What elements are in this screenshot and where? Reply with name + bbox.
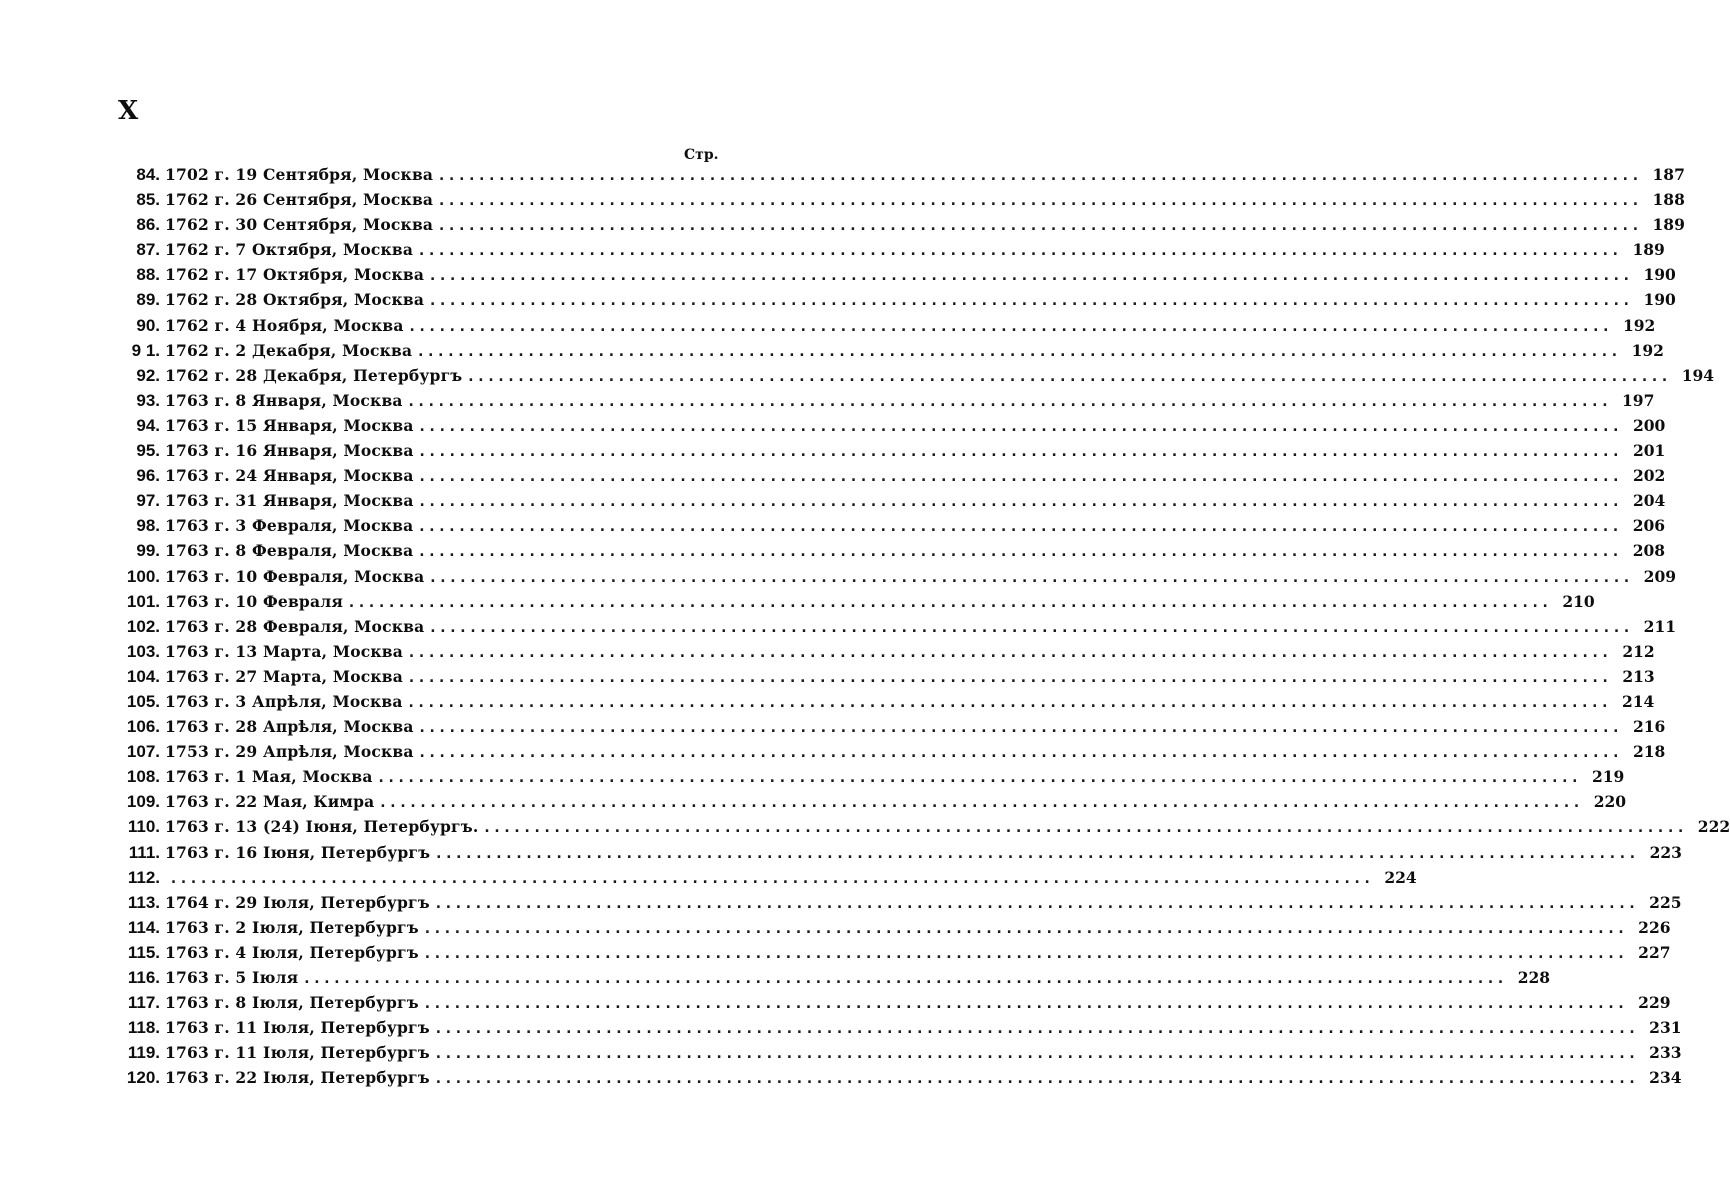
entry-number: 109. [126,792,160,812]
entry-title: 1763 г. 28 Февраля, Москва [165,616,425,636]
entry-page-number: 229 [1638,993,1671,1013]
toc-entry [112,463,1666,488]
entry-number: 95. [136,441,160,461]
entry-page-number: 190 [1643,265,1676,285]
dot-leader: ........................................................................................................................ [428,291,1632,310]
entry-number: 112. [127,867,160,887]
dot-leader: ........................................................................................................................ [406,692,1611,711]
entry-title: 1763 г. 16 Января, Москва [165,441,414,461]
entry-page-number: 225 [1649,892,1682,912]
entry-number: 105. [126,691,160,711]
dot-leader: ........................................................................................................................ [417,517,1622,536]
entry-title: 1764 г. 29 Іюля, Петербургъ [165,892,430,912]
entry-title: 1763 г. 8 Іюля, Петербургъ [165,993,419,1013]
dot-leader: ........................................................................................................................ [169,868,1373,887]
entry-title: 1762 г. 7 Октября, Москва [165,240,414,260]
toc-entry [112,388,1655,413]
entry-number: 88. [136,265,160,285]
entry-page-number: 216 [1632,717,1666,737]
toc-entry [112,187,1685,212]
dot-leader: ........................................................................................................................ [417,442,1622,461]
entry-title: 1763 г. 5 Іюля [165,968,299,987]
dot-leader: ........................................................................................................................ [417,467,1622,486]
table-of-contents [112,162,1730,1090]
entry-number: 84. [136,165,160,184]
entry-page-number: 226 [1638,917,1671,937]
entry-number: 118. [127,1018,160,1038]
entry-title: 1763 г. 3 Февраля, Москва [165,516,414,536]
entry-page-number: 209 [1643,566,1677,586]
dot-leader: ........................................................................................................................ [417,718,1622,737]
toc-entry [112,865,1417,890]
entry-number: 107. [126,742,160,762]
entry-page-number: 192 [1622,315,1656,335]
toc-entry [112,789,1627,814]
entry-title: 1762 г. 26 Сентября, Москва [165,190,434,210]
toc-entry [112,363,1715,388]
dot-leader: ........................................................................................................................ [422,994,1627,1013]
entry-number: 87. [136,240,160,260]
dot-leader: ........................................................................................................................ [466,366,1671,385]
entry-number: 103. [126,641,160,661]
entry-number: 92. [136,365,160,385]
dot-leader: ........................................................................................................................ [417,743,1622,762]
entry-number: 97. [136,491,160,511]
toc-entry [112,162,1685,187]
entry-title: 1762 г. 30 Сентября, Москва [165,215,434,235]
entry-title: 1763 г. 10 Февраля, Москва [165,566,425,586]
toc-entry [112,814,1730,839]
entry-page-number: 208 [1632,541,1666,561]
toc-entry [112,413,1666,438]
entry-number: 111. [128,842,160,862]
entry-page-number: 204 [1632,491,1666,511]
entry-title: 1763 г. 3 Апрѣля, Москва [165,691,403,711]
entry-title: 1763 г. 16 Іюня, Петербургъ [165,842,431,862]
entry-page-number: 192 [1631,340,1664,360]
entry-page-number: 197 [1622,390,1655,410]
toc-entry [112,990,1671,1015]
entry-number: 96. [136,466,160,486]
toc-entry [112,965,1551,990]
toc-entry [112,714,1666,739]
toc-entry [112,890,1682,915]
entry-page-number: 212 [1622,641,1655,661]
entry-page-number: 214 [1621,691,1655,711]
entry-number: 94. [136,415,160,435]
entry-number: 115. [127,942,160,962]
toc-entry [112,212,1685,237]
entry-title: 1763 г. 22 Іюля, Петербургъ [165,1068,430,1088]
dot-leader: ........................................................................................................................ [406,391,1611,410]
entry-number: 99. [136,541,160,561]
dot-leader: ........................................................................................................................ [433,893,1638,912]
dot-leader: ........................................................................................................................ [302,969,1507,987]
entry-page-number: 223 [1649,842,1682,862]
entry-title: 1763 г. 4 Іюля, Петербургъ [165,942,419,962]
dot-leader: ........................................................................................................................ [422,943,1627,962]
entry-page-number: 189 [1632,240,1665,260]
entry-number: 106. [126,717,160,737]
entry-number: 120. [126,1068,160,1088]
entry-page-number: 190 [1643,290,1676,310]
dot-leader: ........................................................................................................................ [416,341,1620,360]
toc-entry [112,237,1665,262]
toc-entry [112,589,1595,614]
dot-leader: ........................................................................................................................ [428,266,1632,285]
entry-number: 101. [126,591,160,611]
entry-title: 1762 г. 28 Декабря, Петербургъ [165,365,463,385]
entry-title: 1763 г. 13 Марта, Москва [165,641,404,661]
entry-title: 1763 г. 8 Января, Москва [165,390,403,410]
entry-title: 1763 г. 2 Іюля, Петербургъ [165,917,419,937]
entry-number: 104. [126,666,160,686]
entry-title: 1763 г. 15 Января, Москва [165,415,414,435]
entry-page-number: 231 [1649,1018,1682,1038]
entry-page-number: 211 [1643,616,1677,636]
dot-leader: ........................................................................................................................ [433,1019,1638,1038]
entry-number: 116. [127,968,160,987]
entry-title: 1763 г. 11 Іюля, Петербургъ [165,1018,430,1038]
dot-leader: ........................................................................................................................ [407,316,1612,335]
entry-page-number: 218 [1632,742,1666,762]
dot-leader: ........................................................................................................................ [422,918,1627,937]
entry-number: 93. [136,390,160,410]
entry-title: 1762 г. 2 Декабря, Москва [165,340,413,360]
entry-title: 1763 г. 22 Мая, Кимра [165,792,375,812]
entry-page-number: 233 [1649,1043,1682,1063]
toc-entry [112,513,1666,538]
toc-entry [112,915,1671,940]
toc-entry [112,639,1655,664]
entry-number: 100. [126,566,160,586]
dot-leader: ........................................................................................................................ [417,492,1622,511]
dot-leader: ........................................................................................................................ [417,542,1622,561]
page-number: X [118,96,140,126]
entry-page-number: 219 [1591,767,1625,787]
entry-page-number: 188 [1652,190,1685,210]
entry-title: 1762 г. 4 Ноября, Москва [165,315,404,335]
entry-page-number: 194 [1681,365,1715,385]
entry-page-number: 206 [1632,516,1666,536]
entry-title: 1763 г. 31 Января, Москва [165,491,414,511]
dot-leader: ........................................................................................................................ [407,667,1611,686]
entry-title: 1753 г. 29 Апрѣля, Москва [165,742,414,762]
toc-entry [112,840,1682,865]
dot-leader: ........................................................................................................................ [428,567,1633,586]
toc-entry [112,338,1664,363]
entry-number: 9 1. [131,340,160,360]
entry-title: 1763 г. 11 Іюля, Петербургъ [165,1043,430,1063]
entry-page-number: 201 [1632,441,1666,461]
entry-page-number: 222 [1697,817,1730,837]
entry-page-number: 213 [1622,666,1655,686]
toc-entry [112,313,1656,338]
entry-page-number: 202 [1632,466,1666,486]
page-column-header: Стр. [684,147,719,163]
entry-page-number: 210 [1562,591,1595,611]
entry-title: 1763 г. 10 Февраля [165,591,343,611]
toc-entry [112,664,1655,689]
entry-number: 117. [127,993,160,1013]
dot-leader: ........................................................................................................................ [376,768,1581,787]
toc-entry [112,940,1671,965]
entry-number: 102. [126,616,160,636]
entry-title: 1762 г. 17 Октября, Москва [165,265,425,285]
entry-number: 85. [136,190,160,210]
toc-entry [112,538,1666,563]
entry-page-number: 187 [1652,165,1685,184]
toc-entry [112,689,1655,714]
entry-number: 90. [136,315,160,335]
toc-entry [112,262,1676,287]
entry-title: 1763 г. 1 Мая, Москва [165,767,373,787]
toc-entry [112,488,1666,513]
dot-leader: ........................................................................................................................ [437,216,1641,235]
entry-number: 89. [136,290,160,310]
entry-number: 119. [127,1043,160,1063]
toc-entry [112,764,1625,789]
entry-page-number: 220 [1593,792,1627,812]
dot-leader: ........................................................................................................................ [437,191,1641,210]
dot-leader: ........................................................................................................................ [428,617,1633,636]
toc-entry [112,438,1666,463]
entry-title: 1702 г. 19 Сентября, Москва [165,165,434,184]
entry-page-number: 200 [1632,415,1666,435]
toc-entry [112,739,1666,764]
entry-title: 1762 г. 28 Октября, Москва [165,290,425,310]
toc-entry [112,1040,1682,1065]
entry-page-number: 189 [1652,215,1685,235]
dot-leader: ........................................................................................................................ [417,241,1621,260]
dot-leader: ........................................................................................................................ [437,166,1641,184]
dot-leader: ........................................................................................................................ [434,843,1638,862]
entry-number: 113. [127,892,160,912]
entry-title: 1763 г. 28 Апрѣля, Москва [165,717,414,737]
entry-title: 1763 г. 13 (24) Іюня, Петербургъ. [165,817,479,837]
entry-page-number: 227 [1638,942,1671,962]
entry-number: 98. [136,516,160,536]
dot-leader: ........................................................................................................................ [417,416,1622,435]
dot-leader: ........................................................................................................................ [347,592,1551,611]
entry-number: 108. [126,767,160,787]
entry-page-number: 224 [1384,867,1417,887]
dot-leader: ........................................................................................................................ [407,642,1611,661]
entry-title: 1763 г. 24 Января, Москва [165,466,414,486]
dot-leader: ........................................................................................................................ [433,1069,1638,1088]
entry-title: 1763 г. 8 Февраля, Москва [165,541,414,561]
toc-entry [112,1015,1682,1040]
toc-entry [112,1065,1682,1090]
entry-number: 114. [127,917,160,937]
toc-entry [112,614,1677,639]
entry-page-number: 228 [1517,968,1551,987]
entry-number: 86. [136,215,160,235]
toc-entry [112,564,1677,589]
dot-leader: ........................................................................................................................ [378,793,1583,812]
entry-page-number: 234 [1649,1068,1682,1088]
entry-number: 110. [127,817,160,837]
entry-title: 1763 г. 27 Марта, Москва [165,666,404,686]
dot-leader: ........................................................................................................................ [482,818,1687,837]
toc-entry [112,287,1676,312]
dot-leader: ........................................................................................................................ [433,1044,1638,1063]
